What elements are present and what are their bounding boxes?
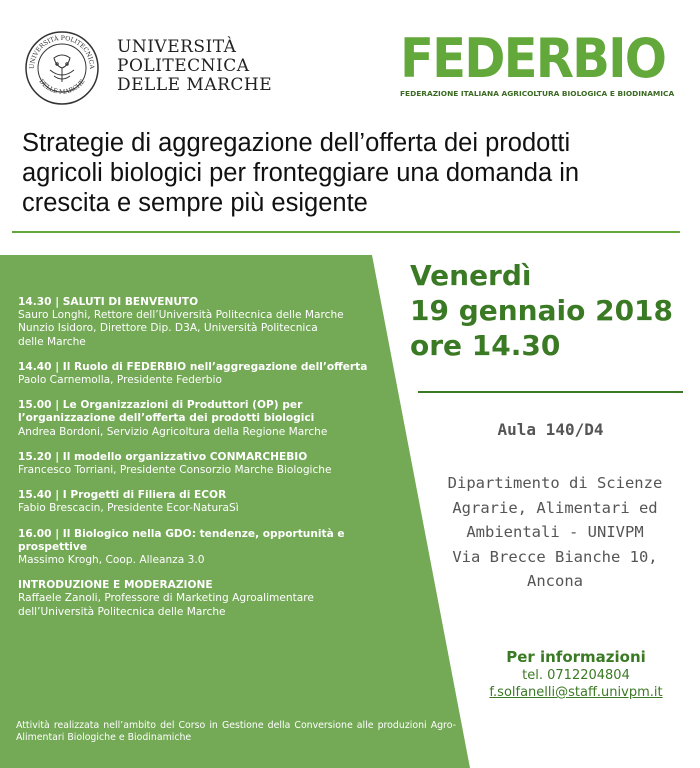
event-day: Venerdì [410, 259, 532, 292]
session-speaker: Raffaele Zanoli, Professore di Marketing Agroalimentare [18, 592, 314, 605]
event-title [22, 128, 682, 218]
event-date [410, 258, 673, 363]
session-speaker: Francesco Torriani, Presidente Consorzio Marche Biologiche [18, 464, 332, 477]
university-name-line: POLITECNICA [117, 56, 250, 76]
university-seal-logo [24, 30, 100, 106]
contact-email-link[interactable]: f.solfanelli@staff.univpm.it [489, 685, 663, 700]
session-heading: 15.00 | Le Organizzazioni di Produttori (OP) per [18, 399, 303, 412]
event-venue [430, 471, 680, 594]
title-line: crescita e sempre più esigente [22, 189, 368, 217]
session-heading: 15.20 | Il modello organizzativo CONMARCHEBIO [18, 450, 308, 463]
program-session [18, 451, 390, 477]
date-divider [418, 391, 683, 393]
event-time: ore 14.30 [410, 329, 561, 362]
session-speaker: Nunzio Isidoro, Direttore Dip. D3A, Università Politecnica [18, 322, 318, 335]
event-date-text: 19 gennaio 2018 [410, 294, 674, 327]
event-room: Aula 140/D4 [497, 420, 604, 439]
seal-text-bottom: DELLE MARCHE [37, 78, 87, 96]
session-heading: INTRODUZIONE E MODERAZIONE [18, 579, 213, 592]
program-session [18, 489, 390, 515]
program-session [18, 579, 390, 619]
session-speaker: Sauro Longhi, Rettore dell’Università Politecnica delle Marche [18, 309, 344, 322]
program-session [18, 528, 390, 568]
title-line: agricoli biologici per fronteggiare una domanda in [22, 159, 580, 187]
venue-line: Ancona [527, 572, 583, 590]
venue-line: Agrarie, Alimentari ed [452, 498, 658, 517]
university-name [117, 38, 272, 95]
title-line: Strategie di aggregazione dell’offerta dei prodotti [22, 129, 571, 157]
session-heading: prospettive [18, 540, 88, 553]
session-speaker: Andrea Bordoni, Servizio Agricoltura della Regione Marche [18, 425, 328, 438]
federbio-subtitle: FEDERAZIONE ITALIANA AGRICOLTURA BIOLOGICA E BIODINAMICA [400, 89, 675, 98]
program-session [18, 399, 390, 439]
session-speaker: dell’Università Politecnica delle Marche [18, 605, 226, 618]
program-session [18, 361, 390, 387]
title-divider [12, 231, 680, 233]
session-speaker: Massimo Krogh, Coop. Alleanza 3.0 [18, 554, 205, 567]
contact-phone: tel. 0712204804 [522, 668, 630, 683]
session-heading: 16.00 | Il Biologico nella GDO: tendenze, opportunità e [18, 527, 345, 540]
contact-info [470, 648, 682, 701]
university-name-line: DELLE MARCHE [117, 75, 273, 95]
course-footnote: Attività realizzata nell’ambito del Corso in Gestione della Conversione alle produzioni Agro-Alimentari Biologiche e Biodinamiche [16, 720, 456, 743]
session-heading: l’organizzazione dell’offerta dei prodotti biologici [18, 412, 315, 425]
venue-line: Via Brecce Bianche 10, [452, 547, 658, 566]
program-list [18, 296, 390, 631]
session-speaker: Paolo Carnemolla, Presidente Federbio [18, 374, 222, 387]
session-heading: 14.40 | Il Ruolo di FEDERBIO nell’aggregazione dell’offerta [18, 360, 368, 373]
session-speaker: Fabio Brescacin, Presidente Ecor-NaturaSì [18, 502, 239, 515]
session-speaker: delle Marche [18, 335, 86, 348]
contact-title: Per informazioni [506, 648, 646, 666]
federbio-logo [400, 27, 680, 102]
university-name-line: UNIVERSITÀ [117, 37, 237, 57]
program-session [18, 296, 390, 349]
session-heading: 15.40 | I Progetti di Filiera di ECOR [18, 489, 227, 502]
venue-line: Dipartimento di Scienze [447, 474, 663, 492]
seal-text-top: UNIVERSITÀ POLITECNICA [28, 34, 96, 70]
venue-line: Ambientali - UNIVPM [466, 523, 644, 541]
federbio-wordmark: FEDERBIO [400, 27, 666, 90]
session-heading: 14.30 | SALUTI DI BENVENUTO [18, 296, 199, 308]
